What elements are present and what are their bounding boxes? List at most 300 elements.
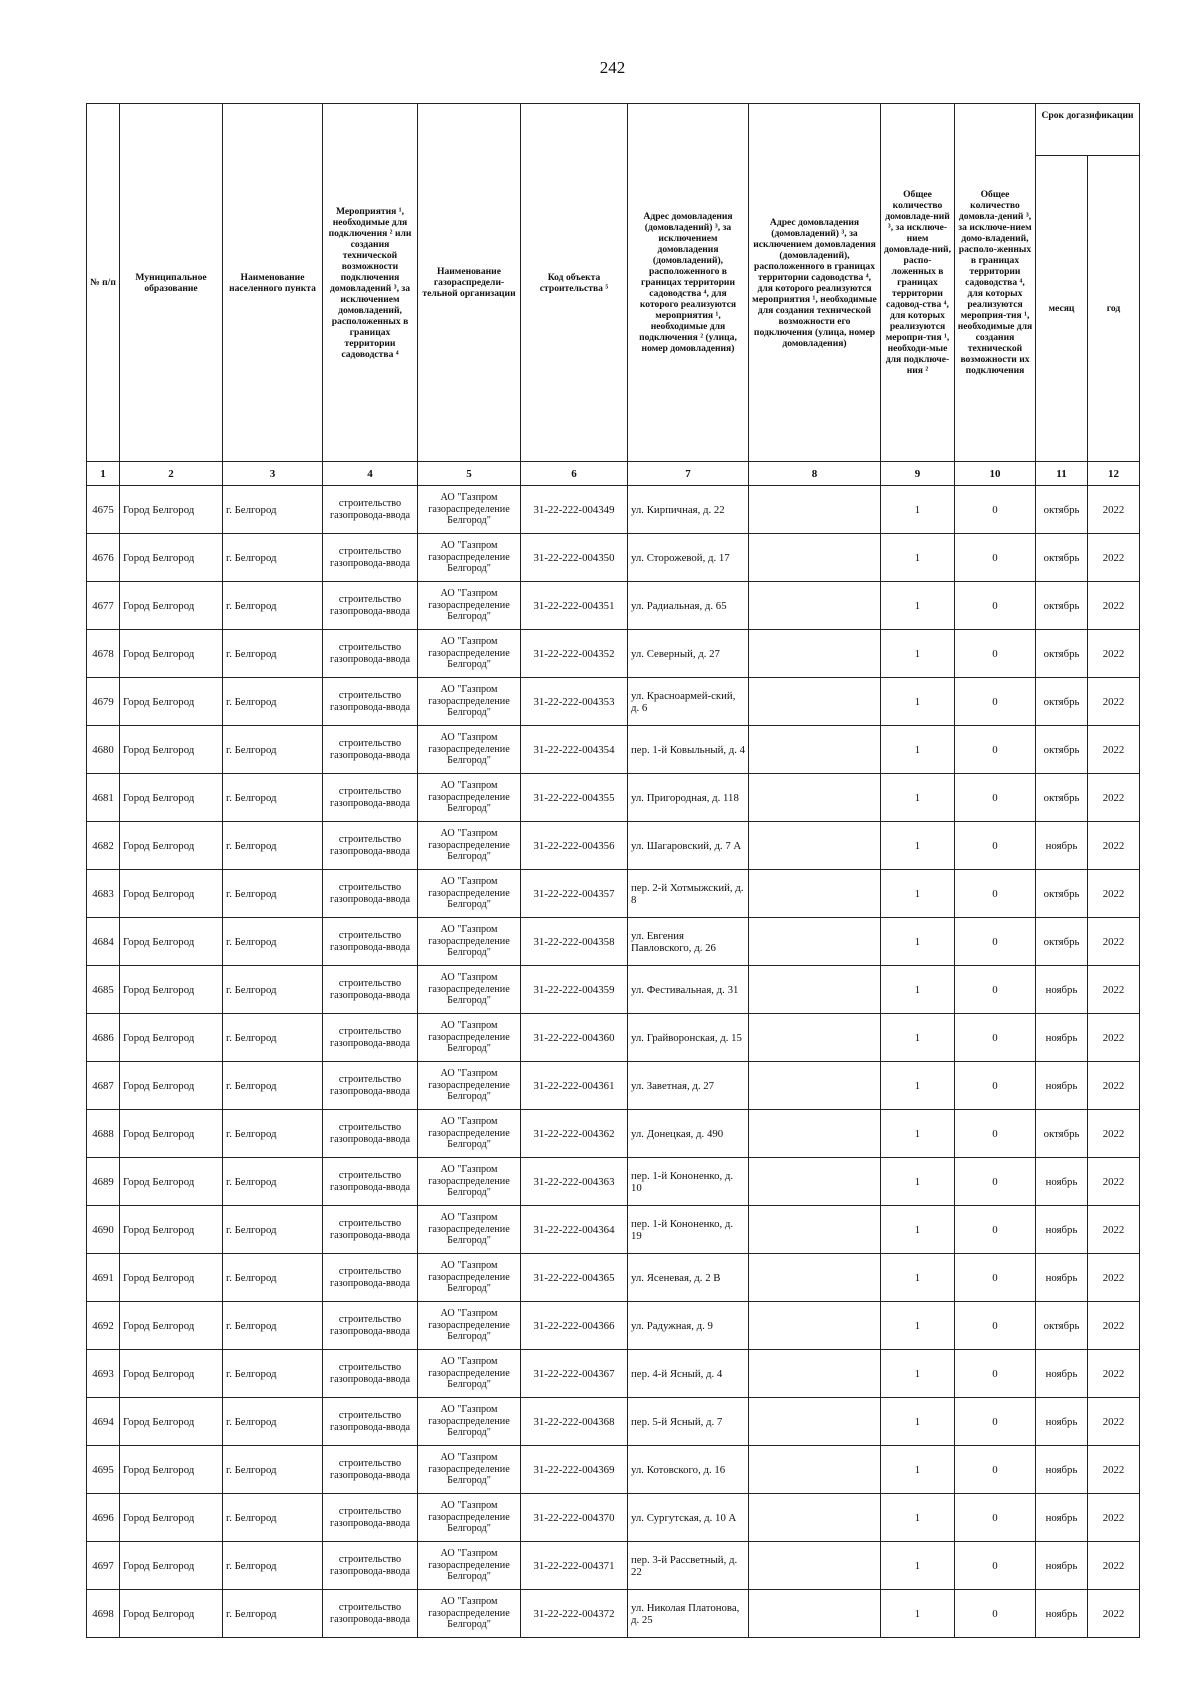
count-technical-cell: 0	[955, 1542, 1036, 1590]
column-number: 9	[881, 462, 955, 486]
header-municipality: Муниципальное образование	[120, 104, 223, 462]
count-technical-cell: 0	[955, 582, 1036, 630]
row-number: 4697	[87, 1542, 120, 1590]
address-connection-cell: ул. Радиальная, д. 65	[628, 582, 749, 630]
address-connection-cell: ул. Ясеневая, д. 2 В	[628, 1254, 749, 1302]
address-connection-cell: пер. 1-й Ковыльный, д. 4	[628, 726, 749, 774]
table-row	[87, 1350, 1140, 1398]
object-code-cell: 31-22-222-004349	[521, 486, 628, 534]
measure-cell: строительство газопровода-ввода	[323, 1110, 418, 1158]
object-code-cell: 31-22-222-004351	[521, 582, 628, 630]
measure-cell: строительство газопровода-ввода	[323, 678, 418, 726]
month-cell: ноябрь	[1036, 1494, 1088, 1542]
municipality-cell: Город Белгород	[120, 534, 223, 582]
address-technical-cell	[749, 1494, 881, 1542]
settlement-cell: г. Белгород	[223, 918, 323, 966]
table-body	[87, 462, 1140, 1638]
table-row	[87, 1494, 1140, 1542]
count-technical-cell: 0	[955, 1302, 1036, 1350]
measure-cell: строительство газопровода-ввода	[323, 1158, 418, 1206]
gas-organization-cell: АО "Газпром газораспределение Белгород"	[418, 1110, 521, 1158]
address-technical-cell	[749, 1350, 881, 1398]
month-cell: октябрь	[1036, 870, 1088, 918]
header-address-technical: Адрес домовладения (домовладений) ³, за исключением домовладения (домовладений), расположенного в границах территории садоводства ⁴, для которого реализуются мероприятия ¹, необходимые для создания технической возможности его подключения (улица, номер домовладения)	[749, 104, 881, 462]
gas-organization-cell: АО "Газпром газораспределение Белгород"	[418, 630, 521, 678]
address-connection-cell: ул. Шагаровский, д. 7 А	[628, 822, 749, 870]
address-connection-cell: ул. Северный, д. 27	[628, 630, 749, 678]
settlement-cell: г. Белгород	[223, 1014, 323, 1062]
measure-cell: строительство газопровода-ввода	[323, 486, 418, 534]
gas-organization-cell: АО "Газпром газораспределение Белгород"	[418, 678, 521, 726]
measure-cell: строительство газопровода-ввода	[323, 1206, 418, 1254]
gas-organization-cell: АО "Газпром газораспределение Белгород"	[418, 1446, 521, 1494]
municipality-cell: Город Белгород	[120, 1446, 223, 1494]
year-cell: 2022	[1088, 822, 1140, 870]
measure-cell: строительство газопровода-ввода	[323, 822, 418, 870]
count-connection-cell: 1	[881, 1062, 955, 1110]
gas-organization-cell: АО "Газпром газораспределение Белгород"	[418, 582, 521, 630]
year-cell: 2022	[1088, 1206, 1140, 1254]
address-connection-cell: ул. Пригородная, д. 118	[628, 774, 749, 822]
municipality-cell: Город Белгород	[120, 678, 223, 726]
municipality-cell: Город Белгород	[120, 1494, 223, 1542]
count-connection-cell: 1	[881, 1206, 955, 1254]
column-number: 4	[323, 462, 418, 486]
address-connection-cell: пер. 4-й Ясный, д. 4	[628, 1350, 749, 1398]
month-cell: ноябрь	[1036, 1014, 1088, 1062]
column-number: 1	[87, 462, 120, 486]
municipality-cell: Город Белгород	[120, 822, 223, 870]
measure-cell: строительство газопровода-ввода	[323, 1398, 418, 1446]
table-row	[87, 678, 1140, 726]
table-row	[87, 726, 1140, 774]
column-number: 12	[1088, 462, 1140, 486]
count-technical-cell: 0	[955, 486, 1036, 534]
year-cell: 2022	[1088, 678, 1140, 726]
count-technical-cell: 0	[955, 1110, 1036, 1158]
table-row	[87, 1446, 1140, 1494]
year-cell: 2022	[1088, 966, 1140, 1014]
header-year: год	[1088, 156, 1140, 462]
count-technical-cell: 0	[955, 1350, 1036, 1398]
measure-cell: строительство газопровода-ввода	[323, 1350, 418, 1398]
year-cell: 2022	[1088, 1254, 1140, 1302]
gas-organization-cell: АО "Газпром газораспределение Белгород"	[418, 726, 521, 774]
settlement-cell: г. Белгород	[223, 534, 323, 582]
month-cell: ноябрь	[1036, 1398, 1088, 1446]
header-count-connection: Общее количество домовладе-ний ³, за исключе-нием домовладе-ний, распо-ложенных в границах территории садовод-ства ⁴, для которых реализуются меропри-тия ¹, необходи-мые для подключе-ния ²	[881, 104, 955, 462]
address-technical-cell	[749, 1158, 881, 1206]
count-connection-cell: 1	[881, 774, 955, 822]
month-cell: ноябрь	[1036, 1542, 1088, 1590]
table-row	[87, 1542, 1140, 1590]
count-technical-cell: 0	[955, 1062, 1036, 1110]
measure-cell: строительство газопровода-ввода	[323, 966, 418, 1014]
gas-organization-cell: АО "Газпром газораспределение Белгород"	[418, 822, 521, 870]
count-technical-cell: 0	[955, 678, 1036, 726]
settlement-cell: г. Белгород	[223, 870, 323, 918]
month-cell: ноябрь	[1036, 1254, 1088, 1302]
row-number: 4691	[87, 1254, 120, 1302]
gas-organization-cell: АО "Газпром газораспределение Белгород"	[418, 1398, 521, 1446]
address-connection-cell: ул. Заветная, д. 27	[628, 1062, 749, 1110]
object-code-cell: 31-22-222-004367	[521, 1350, 628, 1398]
gas-organization-cell: АО "Газпром газораспределение Белгород"	[418, 1206, 521, 1254]
address-connection-cell: ул. Радужная, д. 9	[628, 1302, 749, 1350]
count-technical-cell: 0	[955, 630, 1036, 678]
municipality-cell: Город Белгород	[120, 630, 223, 678]
object-code-cell: 31-22-222-004361	[521, 1062, 628, 1110]
table-row	[87, 1206, 1140, 1254]
address-connection-cell: пер. 2-й Хотмыжский, д. 8	[628, 870, 749, 918]
municipality-cell: Город Белгород	[120, 1302, 223, 1350]
row-number: 4678	[87, 630, 120, 678]
header-number: № п/п	[87, 104, 120, 462]
count-connection-cell: 1	[881, 678, 955, 726]
municipality-cell: Город Белгород	[120, 582, 223, 630]
object-code-cell: 31-22-222-004362	[521, 1110, 628, 1158]
measure-cell: строительство газопровода-ввода	[323, 1062, 418, 1110]
address-technical-cell	[749, 1014, 881, 1062]
municipality-cell: Город Белгород	[120, 1110, 223, 1158]
year-cell: 2022	[1088, 1158, 1140, 1206]
count-technical-cell: 0	[955, 822, 1036, 870]
header-term: Срок догазификации	[1036, 104, 1140, 156]
address-connection-cell: пер. 5-й Ясный, д. 7	[628, 1398, 749, 1446]
count-technical-cell: 0	[955, 1014, 1036, 1062]
gas-organization-cell: АО "Газпром газораспределение Белгород"	[418, 774, 521, 822]
table-row	[87, 1014, 1140, 1062]
measure-cell: строительство газопровода-ввода	[323, 870, 418, 918]
table-row	[87, 1110, 1140, 1158]
table-row	[87, 1302, 1140, 1350]
count-technical-cell: 0	[955, 1446, 1036, 1494]
settlement-cell: г. Белгород	[223, 1110, 323, 1158]
address-technical-cell	[749, 630, 881, 678]
count-connection-cell: 1	[881, 630, 955, 678]
month-cell: октябрь	[1036, 726, 1088, 774]
gas-organization-cell: АО "Газпром газораспределение Белгород"	[418, 1014, 521, 1062]
municipality-cell: Город Белгород	[120, 870, 223, 918]
table-row	[87, 1590, 1140, 1638]
row-number: 4679	[87, 678, 120, 726]
month-cell: октябрь	[1036, 678, 1088, 726]
column-number: 2	[120, 462, 223, 486]
count-connection-cell: 1	[881, 1350, 955, 1398]
month-cell: октябрь	[1036, 486, 1088, 534]
month-cell: ноябрь	[1036, 822, 1088, 870]
year-cell: 2022	[1088, 1110, 1140, 1158]
municipality-cell: Город Белгород	[120, 1062, 223, 1110]
settlement-cell: г. Белгород	[223, 1158, 323, 1206]
settlement-cell: г. Белгород	[223, 1206, 323, 1254]
count-technical-cell: 0	[955, 726, 1036, 774]
address-technical-cell	[749, 1398, 881, 1446]
measure-cell: строительство газопровода-ввода	[323, 534, 418, 582]
address-connection-cell: пер. 3-й Рассветный, д. 22	[628, 1542, 749, 1590]
count-connection-cell: 1	[881, 870, 955, 918]
table-row	[87, 1398, 1140, 1446]
year-cell: 2022	[1088, 582, 1140, 630]
address-connection-cell: ул. Сторожевой, д. 17	[628, 534, 749, 582]
table-row	[87, 582, 1140, 630]
address-connection-cell: ул. Грайворонская, д. 15	[628, 1014, 749, 1062]
count-technical-cell: 0	[955, 918, 1036, 966]
object-code-cell: 31-22-222-004350	[521, 534, 628, 582]
row-number: 4690	[87, 1206, 120, 1254]
measure-cell: строительство газопровода-ввода	[323, 1446, 418, 1494]
table-row	[87, 534, 1140, 582]
municipality-cell: Город Белгород	[120, 1398, 223, 1446]
row-number: 4675	[87, 486, 120, 534]
address-technical-cell	[749, 582, 881, 630]
year-cell: 2022	[1088, 1062, 1140, 1110]
row-number: 4686	[87, 1014, 120, 1062]
gas-organization-cell: АО "Газпром газораспределение Белгород"	[418, 1302, 521, 1350]
count-connection-cell: 1	[881, 1446, 955, 1494]
address-technical-cell	[749, 870, 881, 918]
column-number: 3	[223, 462, 323, 486]
year-cell: 2022	[1088, 1446, 1140, 1494]
address-connection-cell: пер. 1-й Кононенко, д. 10	[628, 1158, 749, 1206]
settlement-cell: г. Белгород	[223, 1446, 323, 1494]
column-number: 8	[749, 462, 881, 486]
address-connection-cell: ул. Сургутская, д. 10 А	[628, 1494, 749, 1542]
settlement-cell: г. Белгород	[223, 1590, 323, 1638]
month-cell: октябрь	[1036, 534, 1088, 582]
year-cell: 2022	[1088, 1494, 1140, 1542]
gas-organization-cell: АО "Газпром газораспределение Белгород"	[418, 534, 521, 582]
row-number: 4694	[87, 1398, 120, 1446]
municipality-cell: Город Белгород	[120, 1590, 223, 1638]
header-address-connection: Адрес домовладения (домовладений) ³, за исключением домовладения (домовладений), расположенного в границах территории садоводства ⁴, для которого реализуются мероприятия ¹, необходимые для подключения ² (улица, номер домовладения)	[628, 104, 749, 462]
count-connection-cell: 1	[881, 534, 955, 582]
month-cell: ноябрь	[1036, 1158, 1088, 1206]
address-technical-cell	[749, 774, 881, 822]
address-technical-cell	[749, 822, 881, 870]
settlement-cell: г. Белгород	[223, 630, 323, 678]
row-number: 4693	[87, 1350, 120, 1398]
table-row	[87, 774, 1140, 822]
object-code-cell: 31-22-222-004354	[521, 726, 628, 774]
address-connection-cell: ул. Фестивальная, д. 31	[628, 966, 749, 1014]
object-code-cell: 31-22-222-004356	[521, 822, 628, 870]
address-technical-cell	[749, 1206, 881, 1254]
year-cell: 2022	[1088, 630, 1140, 678]
row-number: 4695	[87, 1446, 120, 1494]
gas-organization-cell: АО "Газпром газораспределение Белгород"	[418, 966, 521, 1014]
header-month: месяц	[1036, 156, 1088, 462]
settlement-cell: г. Белгород	[223, 582, 323, 630]
row-number: 4676	[87, 534, 120, 582]
month-cell: ноябрь	[1036, 1590, 1088, 1638]
count-connection-cell: 1	[881, 1590, 955, 1638]
page-number: 242	[599, 58, 626, 77]
settlement-cell: г. Белгород	[223, 1398, 323, 1446]
object-code-cell: 31-22-222-004352	[521, 630, 628, 678]
settlement-cell: г. Белгород	[223, 966, 323, 1014]
gas-organization-cell: АО "Газпром газораспределение Белгород"	[418, 1494, 521, 1542]
gas-organization-cell: АО "Газпром газораспределение Белгород"	[418, 486, 521, 534]
month-cell: ноябрь	[1036, 1350, 1088, 1398]
measure-cell: строительство газопровода-ввода	[323, 630, 418, 678]
address-technical-cell	[749, 534, 881, 582]
count-connection-cell: 1	[881, 1542, 955, 1590]
object-code-cell: 31-22-222-004371	[521, 1542, 628, 1590]
year-cell: 2022	[1088, 918, 1140, 966]
month-cell: ноябрь	[1036, 1446, 1088, 1494]
year-cell: 2022	[1088, 1542, 1140, 1590]
row-number: 4682	[87, 822, 120, 870]
count-connection-cell: 1	[881, 1014, 955, 1062]
year-cell: 2022	[1088, 486, 1140, 534]
count-connection-cell: 1	[881, 1254, 955, 1302]
month-cell: октябрь	[1036, 918, 1088, 966]
row-number: 4698	[87, 1590, 120, 1638]
table-row	[87, 822, 1140, 870]
gasification-table	[86, 103, 1140, 1638]
municipality-cell: Город Белгород	[120, 486, 223, 534]
column-number: 10	[955, 462, 1036, 486]
gas-organization-cell: АО "Газпром газораспределение Белгород"	[418, 918, 521, 966]
month-cell: ноябрь	[1036, 966, 1088, 1014]
settlement-cell: г. Белгород	[223, 726, 323, 774]
measure-cell: строительство газопровода-ввода	[323, 1302, 418, 1350]
table-row	[87, 1158, 1140, 1206]
count-connection-cell: 1	[881, 918, 955, 966]
count-connection-cell: 1	[881, 966, 955, 1014]
municipality-cell: Город Белгород	[120, 774, 223, 822]
settlement-cell: г. Белгород	[223, 1350, 323, 1398]
address-technical-cell	[749, 1302, 881, 1350]
settlement-cell: г. Белгород	[223, 1494, 323, 1542]
year-cell: 2022	[1088, 1302, 1140, 1350]
count-connection-cell: 1	[881, 726, 955, 774]
object-code-cell: 31-22-222-004363	[521, 1158, 628, 1206]
count-connection-cell: 1	[881, 582, 955, 630]
year-cell: 2022	[1088, 1350, 1140, 1398]
header-gas-organization: Наименование газораспредели-тельной организации	[418, 104, 521, 462]
municipality-cell: Город Белгород	[120, 1158, 223, 1206]
count-technical-cell: 0	[955, 1398, 1036, 1446]
count-technical-cell: 0	[955, 966, 1036, 1014]
measure-cell: строительство газопровода-ввода	[323, 1494, 418, 1542]
column-number: 7	[628, 462, 749, 486]
column-number: 5	[418, 462, 521, 486]
row-number: 4681	[87, 774, 120, 822]
column-number-row	[87, 462, 1140, 486]
year-cell: 2022	[1088, 1590, 1140, 1638]
count-connection-cell: 1	[881, 1494, 955, 1542]
object-code-cell: 31-22-222-004359	[521, 966, 628, 1014]
row-number: 4677	[87, 582, 120, 630]
measure-cell: строительство газопровода-ввода	[323, 1590, 418, 1638]
municipality-cell: Город Белгород	[120, 1206, 223, 1254]
municipality-cell: Город Белгород	[120, 918, 223, 966]
year-cell: 2022	[1088, 726, 1140, 774]
object-code-cell: 31-22-222-004364	[521, 1206, 628, 1254]
measure-cell: строительство газопровода-ввода	[323, 918, 418, 966]
count-connection-cell: 1	[881, 1158, 955, 1206]
settlement-cell: г. Белгород	[223, 1254, 323, 1302]
settlement-cell: г. Белгород	[223, 486, 323, 534]
object-code-cell: 31-22-222-004370	[521, 1494, 628, 1542]
address-technical-cell	[749, 1542, 881, 1590]
address-technical-cell	[749, 1254, 881, 1302]
address-technical-cell	[749, 966, 881, 1014]
row-number: 4683	[87, 870, 120, 918]
month-cell: ноябрь	[1036, 1206, 1088, 1254]
municipality-cell: Город Белгород	[120, 1542, 223, 1590]
address-connection-cell: ул. Красноармей-ский, д. 6	[628, 678, 749, 726]
gas-organization-cell: АО "Газпром газораспределение Белгород"	[418, 1254, 521, 1302]
address-connection-cell: ул. Донецкая, д. 490	[628, 1110, 749, 1158]
row-number: 4680	[87, 726, 120, 774]
object-code-cell: 31-22-222-004368	[521, 1398, 628, 1446]
count-technical-cell: 0	[955, 1254, 1036, 1302]
count-technical-cell: 0	[955, 534, 1036, 582]
address-technical-cell	[749, 1062, 881, 1110]
count-connection-cell: 1	[881, 822, 955, 870]
address-technical-cell	[749, 486, 881, 534]
month-cell: октябрь	[1036, 1302, 1088, 1350]
gas-organization-cell: АО "Газпром газораспределение Белгород"	[418, 1350, 521, 1398]
count-technical-cell: 0	[955, 774, 1036, 822]
municipality-cell: Город Белгород	[120, 726, 223, 774]
gas-organization-cell: АО "Газпром газораспределение Белгород"	[418, 1590, 521, 1638]
row-number: 4689	[87, 1158, 120, 1206]
settlement-cell: г. Белгород	[223, 1542, 323, 1590]
gas-organization-cell: АО "Газпром газораспределение Белгород"	[418, 1158, 521, 1206]
gas-organization-cell: АО "Газпром газораспределение Белгород"	[418, 870, 521, 918]
gas-organization-cell: АО "Газпром газораспределение Белгород"	[418, 1062, 521, 1110]
column-number: 6	[521, 462, 628, 486]
municipality-cell: Город Белгород	[120, 1350, 223, 1398]
year-cell: 2022	[1088, 534, 1140, 582]
header-object-code: Код объекта строительства ⁵	[521, 104, 628, 462]
measure-cell: строительство газопровода-ввода	[323, 726, 418, 774]
address-technical-cell	[749, 1446, 881, 1494]
header-settlement: Наименование населенного пункта	[223, 104, 323, 462]
settlement-cell: г. Белгород	[223, 822, 323, 870]
count-connection-cell: 1	[881, 486, 955, 534]
year-cell: 2022	[1088, 1014, 1140, 1062]
address-technical-cell	[749, 1110, 881, 1158]
count-technical-cell: 0	[955, 870, 1036, 918]
settlement-cell: г. Белгород	[223, 1062, 323, 1110]
municipality-cell: Город Белгород	[120, 1014, 223, 1062]
row-number: 4696	[87, 1494, 120, 1542]
header-measures: Мероприятия ¹, необходимые для подключения ² или создания технической возможности подключения домовладений ³, за исключением домовладений, расположенных в границах территории садоводства ⁴	[323, 104, 418, 462]
row-number: 4684	[87, 918, 120, 966]
address-technical-cell	[749, 918, 881, 966]
address-connection-cell: ул. Николая Платонова, д. 25	[628, 1590, 749, 1638]
settlement-cell: г. Белгород	[223, 1302, 323, 1350]
object-code-cell: 31-22-222-004366	[521, 1302, 628, 1350]
month-cell: октябрь	[1036, 630, 1088, 678]
month-cell: октябрь	[1036, 582, 1088, 630]
row-number: 4692	[87, 1302, 120, 1350]
object-code-cell: 31-22-222-004372	[521, 1590, 628, 1638]
count-technical-cell: 0	[955, 1590, 1036, 1638]
year-cell: 2022	[1088, 1398, 1140, 1446]
object-code-cell: 31-22-222-004358	[521, 918, 628, 966]
municipality-cell: Город Белгород	[120, 1254, 223, 1302]
count-technical-cell: 0	[955, 1206, 1036, 1254]
row-number: 4688	[87, 1110, 120, 1158]
measure-cell: строительство газопровода-ввода	[323, 1542, 418, 1590]
object-code-cell: 31-22-222-004353	[521, 678, 628, 726]
